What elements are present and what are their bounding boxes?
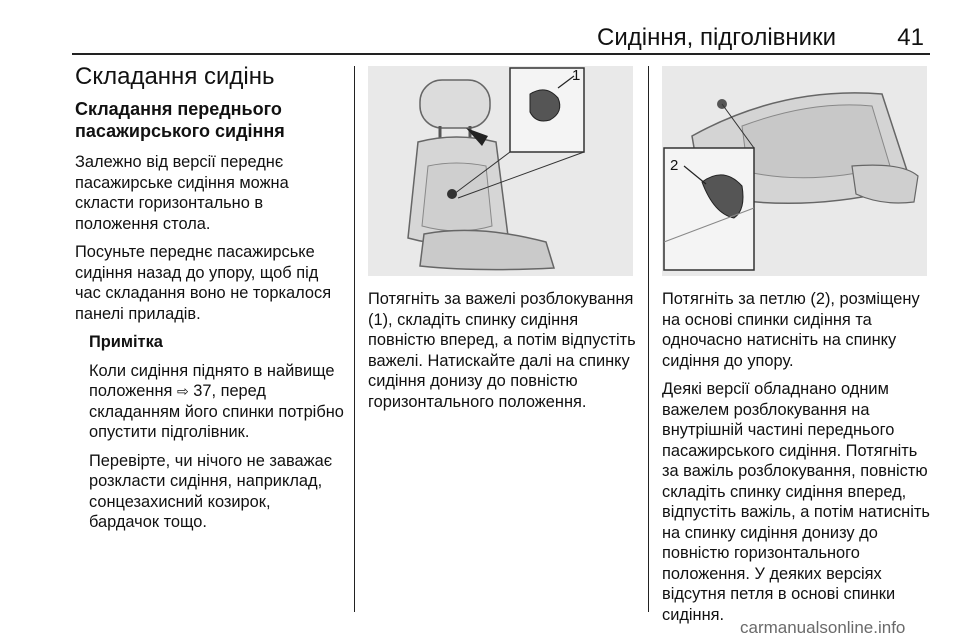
note-paragraph — [89, 361, 345, 443]
column-1 — [75, 62, 345, 541]
column-divider-2 — [648, 66, 649, 612]
section-title: Складання сидінь — [75, 63, 275, 90]
header-rule — [72, 53, 930, 55]
paragraph: Посуньте переднє пасажирське сидіння назад до упору, щоб під час складання воно не торкалося панелі приладів. — [75, 243, 332, 323]
page-header — [72, 20, 932, 54]
figure-callout-2: 2 — [670, 157, 679, 174]
figure-seat-release-lever — [368, 66, 633, 276]
subsection-title: Складання переднього пасажирського сидіння — [75, 99, 285, 141]
paragraph: Залежно від версії переднє пасажирське сидіння можна скласти горизонтально в положення стола. — [75, 153, 289, 233]
seat-lever-illustration — [368, 66, 633, 276]
paragraph: Деякі версії обладнано одним важелем розблокування на внутрішній частині переднього пасажирського сидіння. Потягніть за важіль розблокування, повністю складіть спинку сидіння вперед, відпустіть важіль, а потім натисніть на спинку сидіння донизу до повністю горизонтального положення. У деяких версіях відсутня петля в основі спинки сидіння. — [662, 380, 930, 624]
note-block — [89, 332, 345, 533]
page-reference-icon: ⇨ — [176, 383, 189, 399]
paragraph: Потягніть за петлю (2), розміщену на основі спинки сидіння та одночасно натисніть на спинку сидіння до упору. — [662, 290, 920, 370]
page-number: 41 — [897, 24, 924, 51]
note-title: Примітка — [89, 333, 163, 351]
column-3 — [662, 289, 934, 633]
note-paragraph: Перевірте, чи нічого не заважає розкласти сидіння, наприклад, сонцезахисний козирок, бардачок тощо. — [89, 451, 333, 531]
paragraph: Потягніть за важелі розблокування (1), складіть спинку сидіння повністю вперед, а потім відпустіть важелі. Натискайте далі на спинку сидіння донизу до повністю горизонтального положення. — [368, 290, 636, 411]
watermark: carmanualsonline.info — [740, 618, 906, 637]
note-text: Коли сидіння піднято в найвище положення — [89, 361, 335, 400]
running-title: Сидіння, підголівники — [597, 24, 836, 51]
seat-loop-illustration — [662, 66, 927, 276]
note-text: 37, перед складанням його спинки потрібно опустити підголівник. — [89, 382, 344, 441]
column-2 — [368, 289, 638, 420]
column-divider-1 — [354, 66, 355, 612]
figure-callout-1: 1 — [572, 67, 581, 84]
figure-seat-loop — [662, 66, 927, 276]
